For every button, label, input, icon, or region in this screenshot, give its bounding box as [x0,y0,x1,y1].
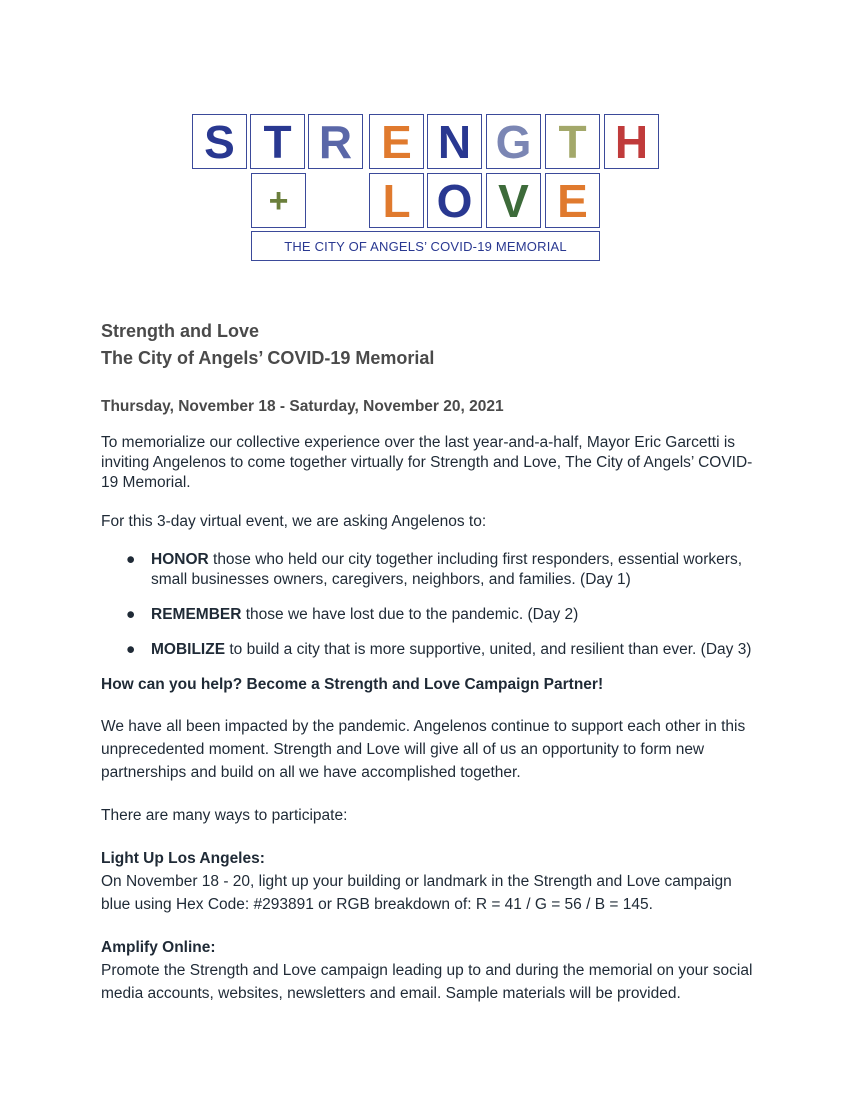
logo-tile-r: R [308,114,363,169]
logo-tile-t: T [250,114,305,169]
bullet-text: those we have lost due to the pandemic. (Day 2) [241,606,579,623]
list-item-honor [101,550,761,590]
bullet-icon: ● [126,641,136,658]
event-dates: Thursday, November 18 - Saturday, November 20, 2021 [101,398,504,415]
light-up-heading: Light Up Los Angeles: [101,850,265,867]
bullet-keyword: MOBILIZE [151,641,226,658]
light-up-body: On November 18 - 20, light up your building or landmark in the Strength and Love campaign blue using Hex Code: #293891 or RGB breakdown of: R = 41 / G = 56 / B = 145. [101,873,732,913]
bullet-icon: ● [126,551,136,568]
document-body [101,318,761,1005]
strength-and-love-logo [0,0,850,270]
ask-list [101,550,761,660]
list-item-mobilize [101,640,761,660]
logo-subtitle: THE CITY OF ANGELS’ COVID-19 MEMORIAL [251,231,600,261]
bullet-keyword: HONOR [151,551,209,568]
ways-intro: There are many ways to participate: [101,807,348,824]
logo-tile-e2: E [545,173,600,228]
title-line-1: Strength and Love [101,321,260,341]
help-heading: How can you help? Become a Strength and Love Campaign Partner! [101,676,604,693]
bullet-text: those who held our city together including first responders, essential workers, small businesses owners, caregivers, neighbors, and families. (Day 1) [151,551,742,588]
list-item-remember [101,605,761,625]
title-line-2: The City of Angels’ COVID-19 Memorial [101,348,435,368]
logo-tile-v: V [486,173,541,228]
logo-tile-h: H [604,114,659,169]
document-title [101,318,761,372]
bullet-text: to build a city that is more supportive, united, and resilient than ever. (Day 3) [225,641,752,658]
logo-tile-e: E [369,114,424,169]
help-body: We have all been impacted by the pandemic. Angelenos continue to support each other in this unprecedented moment. Strength and Love will give all of us an opportunity to form new partnerships and build on all we have accomplished together. [101,718,746,781]
bullet-keyword: REMEMBER [151,606,242,623]
ask-intro: For this 3-day virtual event, we are asking Angelenos to: [101,513,487,530]
logo-tile-o: O [427,173,482,228]
logo-tile-t2: T [545,114,600,169]
logo-tile-n: N [427,114,482,169]
logo-tile-g: G [486,114,541,169]
amplify-heading: Amplify Online: [101,939,216,956]
logo-tile-l: L [369,173,424,228]
amplify-body: Promote the Strength and Love campaign leading up to and during the memorial on your social media accounts, websites, newsletters and email. Sample materials will be provided. [101,962,753,1002]
logo-tile-s: S [192,114,247,169]
bullet-icon: ● [126,606,136,623]
intro-paragraph: To memorialize our collective experience over the last year-and-a-half, Mayor Eric Garcetti is inviting Angelenos to come together virtually for Strength and Love, The City of Angels’ COVID-19 Memorial. [101,434,753,491]
logo-tile-plus: + [251,173,306,228]
